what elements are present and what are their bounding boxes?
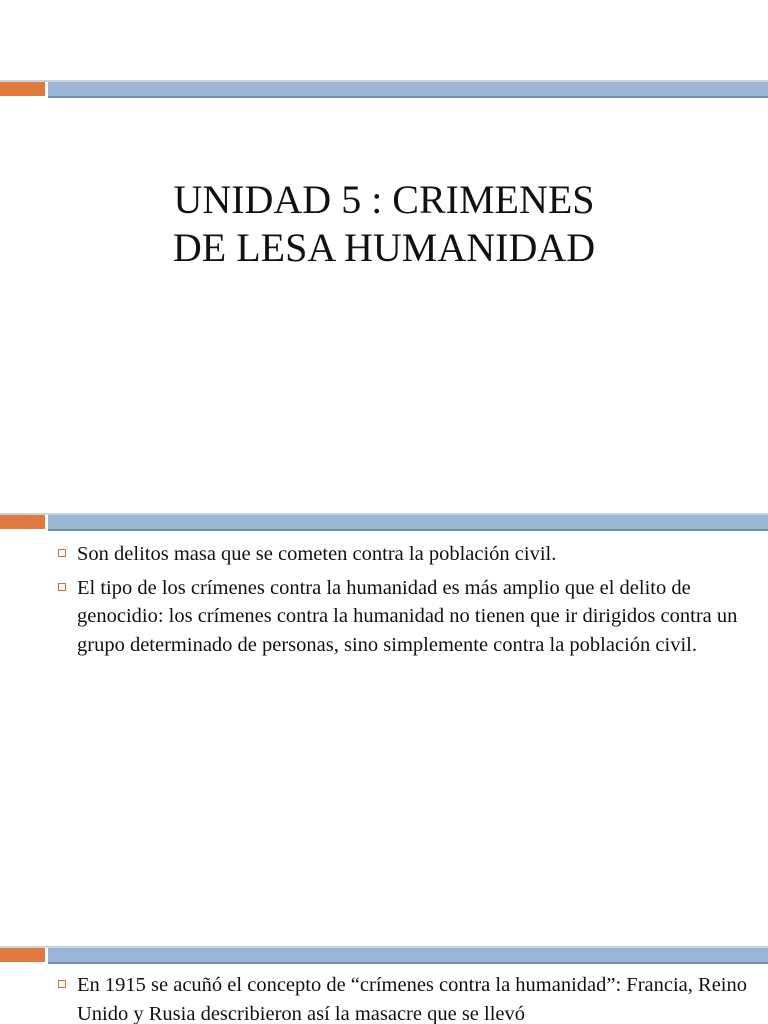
list-item <box>58 574 758 660</box>
hollow-square-bullet-icon <box>58 583 66 591</box>
bar-accent-block <box>0 515 45 529</box>
bar-accent-block <box>0 948 45 962</box>
title-line-1: UNIDAD 5 : CRIMENES <box>173 177 595 222</box>
title-line-2: DE LESA HUMANIDAD <box>172 225 596 270</box>
bar-main-block <box>48 515 768 531</box>
bar-main-block <box>48 82 768 98</box>
list-item <box>58 971 758 1024</box>
slide-1-header-bar <box>0 80 768 98</box>
bullet-text: El tipo de los crímenes contra la humanidad es más amplio que el delito de genocidio: los crímenes contra la humanidad no tienen que ir dirigidos contra un grupo determinado de personas, sino simplemente contra la población civil. <box>77 576 738 656</box>
bar-main-block <box>48 948 768 964</box>
slide-1-title <box>0 176 768 272</box>
bullet-text: Son delitos masa que se cometen contra la población civil. <box>77 543 557 565</box>
bullet-text: En 1915 se acuñó el concepto de “crímenes contra la humanidad”: Francia, Reino Unido y Rusia describieron así la masacre que se llevó <box>77 974 747 1024</box>
list-item <box>58 540 758 569</box>
bar-accent-block <box>0 82 45 96</box>
hollow-square-bullet-icon <box>58 980 66 988</box>
slide-2-bullet-list <box>58 540 758 664</box>
slide-3-header-bar <box>0 946 768 964</box>
slide-2-header-bar <box>0 513 768 531</box>
hollow-square-bullet-icon <box>58 549 66 557</box>
slide-3-bullet-list <box>58 971 758 1024</box>
